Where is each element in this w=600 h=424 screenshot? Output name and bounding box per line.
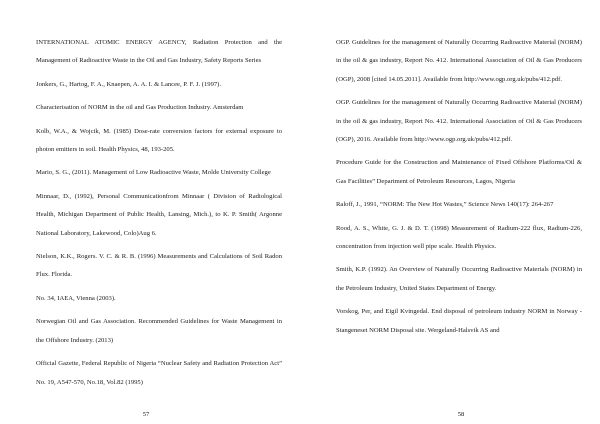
reference-entry: Vorskog, Per, and Eigil Kvingedal. End disposal of petroleum industry NORM in Norway - Stangeneset NORM Disposal site. Wergeland-Halsvik AS and [336, 308, 582, 334]
right-page [300, 0, 600, 424]
reference-entry: Raloff, J., 1991, “NORM: The New Hot Wastes,” Science News 140(17): 264-267 [336, 201, 554, 209]
reference-entry: OGP. Guidelines for the management of Naturally Occurring Radioactive Material (NORM) in the oil & gas industry, Report No. 412. International Association of Oil & Gas Producers (OGP), 2016. Available from http://www.ogp.org.uk/pubs/412.pdf. [336, 99, 582, 144]
reference-entry: Minnaar, D., (1992), Personal Communicationfrom Minnaar ( Division of Radiological Health, Michigan Department of Public Health, Lansing, Mich.), to K. P. Smith( Argonne National Laboratory, Lakewood, Colo)Aug 6. [36, 192, 282, 237]
reference-entry: OGP. Guidelines for the management of Naturally Occurring Radioactive Material (NORM) in the oil & gas industry, Report No. 412. International Association of Oil & Gas Producers (OGP), 2008 [cited 14.05.2011]. Available from http://www.ogp.org.uk/pubs/412.pdf. [336, 39, 582, 83]
page-number: 57 [142, 411, 150, 418]
reference-entry: INTERNATIONAL ATOMIC ENERGY AGENCY, Radiation Protection and the Management of Radioactive Waste in the Oil and Gas Industry, Safety Reports Series [36, 39, 282, 65]
reference-entry: Official Gazette, Federal Republic of Nigeria “Nuclear Safety and Radiation Protection Act” No. 19, A547-570, No.18, Vol.82 (1995) [36, 360, 282, 386]
reference-list [336, 34, 582, 345]
reference-entry: No. 34, IAEA, Vienna (2003). [36, 294, 116, 302]
page-number: 58 [457, 411, 465, 418]
reference-entry: Jonkers, G., Hartog, F. A., Knaepen, A. A. I. & Lancee, P. F. J. (1997). [36, 80, 222, 88]
reference-entry: Norwegian Oil and Gas Association. Recommended Guidelines for Waste Management in the Offshore Industry. (2013) [36, 318, 282, 344]
reference-entry: Kolb, W.A., & Wojcik, M. (1985) Dose-rate conversion factors for external exposure to photon emitters in soil. Health Physics, 48, 193-205. [36, 127, 282, 154]
reference-entry: Characterisation of NORM in the oil and Gas Production Industry. Amsterdam [36, 104, 244, 112]
reference-list [36, 34, 282, 397]
reference-entry: Mario, S. G., (2011). Management of Low Radioactive Waste, Molde University College [36, 169, 271, 177]
reference-entry: Smith, K.P. (1992). An Overview of Naturally Occurring Radioactive Materials (NORM) in the Petroleum Industry, United States Department of Energy. [336, 266, 582, 292]
reference-entry: Procedure Guide for the Construction and Maintenance of Fixed Offshore Platforms/Oil & Gas Facilities” Department of Petroleum Resources, Lagos, Nigeria [336, 159, 582, 185]
reference-entry: Nielson, K.K., Rogers. V. C. & R. B. (1996) Measurements and Calculations of Soil Radon Flux. Florida. [36, 253, 282, 279]
reference-entry: Rood, A. S., White, G. J. & D. T. (1998) Measurement of Radium-222 flux, Radium-226, concentration from injection well pipe scale. Health Physics. [336, 224, 582, 251]
